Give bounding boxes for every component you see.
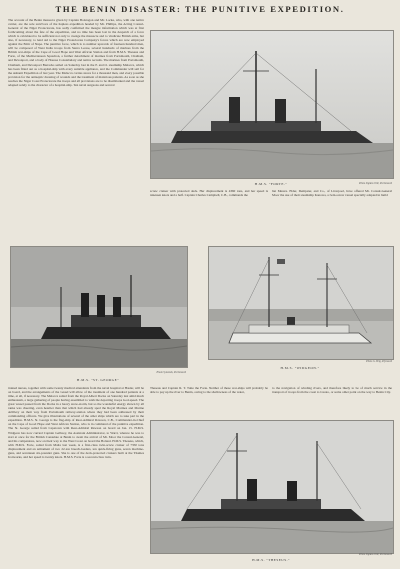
st-george-photo [10,246,188,368]
theseus-credit: Photo Sigidus Ollé, Portsmouth [359,553,392,556]
article-text-top-left: The account of the Benin massacre given by Captain Boisragon and Mr. Locke, who, with one native carrier, are the sole survivors of the hapless expedition headed by Mr. Phillips, the Acting Consul-General of the Niger Protectorate, has sadly confirmed the meagre information which was at first forthcoming about the fate of the expedition, and no time has been lost in the despatch of a force which is calculated to be sufficient not only to avenge the massacre and to vindicate British arms, but also, if necessary, to lend aid to the Niger Protectorate Company's forces which are now employed against the Emir of Nupe. The punitive force, which is to number upwards of fourteen hundred men, will be composed of West India troops from Sierra Leone, several hundreds of marines from the British war-ships of the Cape of Good Hope and West African Station and from H.M.S. Theseus and Forte, of the Mediterranean Squadron, a further detachment of marines from Portsmouth, Chatham, and Devonport, and a body of Houssa Constabulary and native recruits. The marines from Portsmouth, Chatham, and Devonport Barracks sailed on Saturday last in the P. and O. steamship Malacca, which has been fitted out as a hospital-ship with every suitable appliance, and the Commander will sail for the Ashanti Expedition of last year. The Malacca carries stores for a thousand men, and every possible provision for the antiseptic dressing of wounds and the treatment of malarious patients. As soon as she reaches the Niger Coast Protectorate the troops and all provisions are to be disembarked and the vessel adapted solely to the character of a hospital-ship. Ten naval surgeons and several [8,18,144,87]
article-text-mid-right: but Messrs. Elder, Dempster, and Co., of Liverpool, have offered Mr. Consul-General Moor the use of their steamship Kanowa, a twin-screw vessel specially adapted in build [272,189,392,198]
forte-credit: Photo Sigidus Ollé, Portsmouth [359,182,392,185]
widgeon-photo [208,246,394,360]
st-george-caption: H.M.S. "ST. GEORGE" [76,378,120,382]
theseus-caption: H.M.S. "THESEUS." [252,558,290,562]
forte-photo [150,30,394,179]
st-george-credit: Photo Symonds, Portsmouth [156,371,186,374]
widgeon-credit: Photo G. Brig, Plymouth [366,360,392,363]
article-text-bottom-left: trained nurses, together with some twenty medical attendants from the naval hospital at Haslar, will be on board, and the arrangements of the vessel will allow of the treatment of one hundred patients at a time, at all, if necessary. The Malacca sailed from the Royal Albert Docks on Saturday last amid much enthusiasm, a large gathering of people having assembled to wish the departing troops God-speed. The great vessel passed from the Docks in a heavy snow-storm, but so the wonderful energy shown by all ranks was cheering, even heartier than that which had already sped the Royal Marines and Marine Artillery on their way from Portsmouth railway-station where they had been addressed by their commanding officers. We give illustrations of several of the other ships which are to take part in the expedition. H.M.S. St. George is the flag-ship of Rear-Admiral Rawson, C.B., Commander-in-Chief on the Cape of Good Hope and West African Station, who is in command of the punitive expedition. The St. George sailed from Capetown with Rear-Admiral Rawson on board on Jan. 15. H.M.S. Widgeon has now carried Captain Gallwey, the Assistant Administrator, to Warri, whence he was to start at once for the British Consulate at Benin to await the arrival of Mr. Moor the Consul-General, and his companions, now on their way to the West Coast on board the Boland. H.M.S. Theseus, which, with H.M.S. Forte, sailed from Malta last week, is a first-class twin-screw cruiser of 7350 tons displacement and an armament of two 22-ton breech-loaders, ten quick-firing guns, seven machine-guns, and seventeen six-pounder guns. She is one of the deck-protected cruisers built at the Thames Ironworks, and her speed is twenty knots. H.M.S. Forte is a second-class twin- [8,386,144,459]
article-text-bottom-right: to the navigation of winding rivers, and therefore likely to be of much service in the transport of troops from the coast to Gwato, or some other point on the way to Benin City. [272,386,392,395]
article-text-bottom-center: Theseus and Captain R. T. Tuite the Forte. Neither of these war-ships will probably be able to pay up the river to Benin, owing to the shallowness of the water, [150,386,268,395]
article-text-mid-center: screw cruiser with protected deck. Her displacement is 4360 tons, and her speed is nineteen knots and a half. Captain Charles Campbell, C.B., commands the [150,189,268,198]
theseus-photo [150,420,394,554]
widgeon-caption: H.M.S. "WIDGEON." [280,366,320,370]
page-title: THE BENIN DISASTER: THE PUNITIVE EXPEDITION. [55,4,345,14]
forte-caption: H.M.S. "FORTE." [254,182,288,186]
